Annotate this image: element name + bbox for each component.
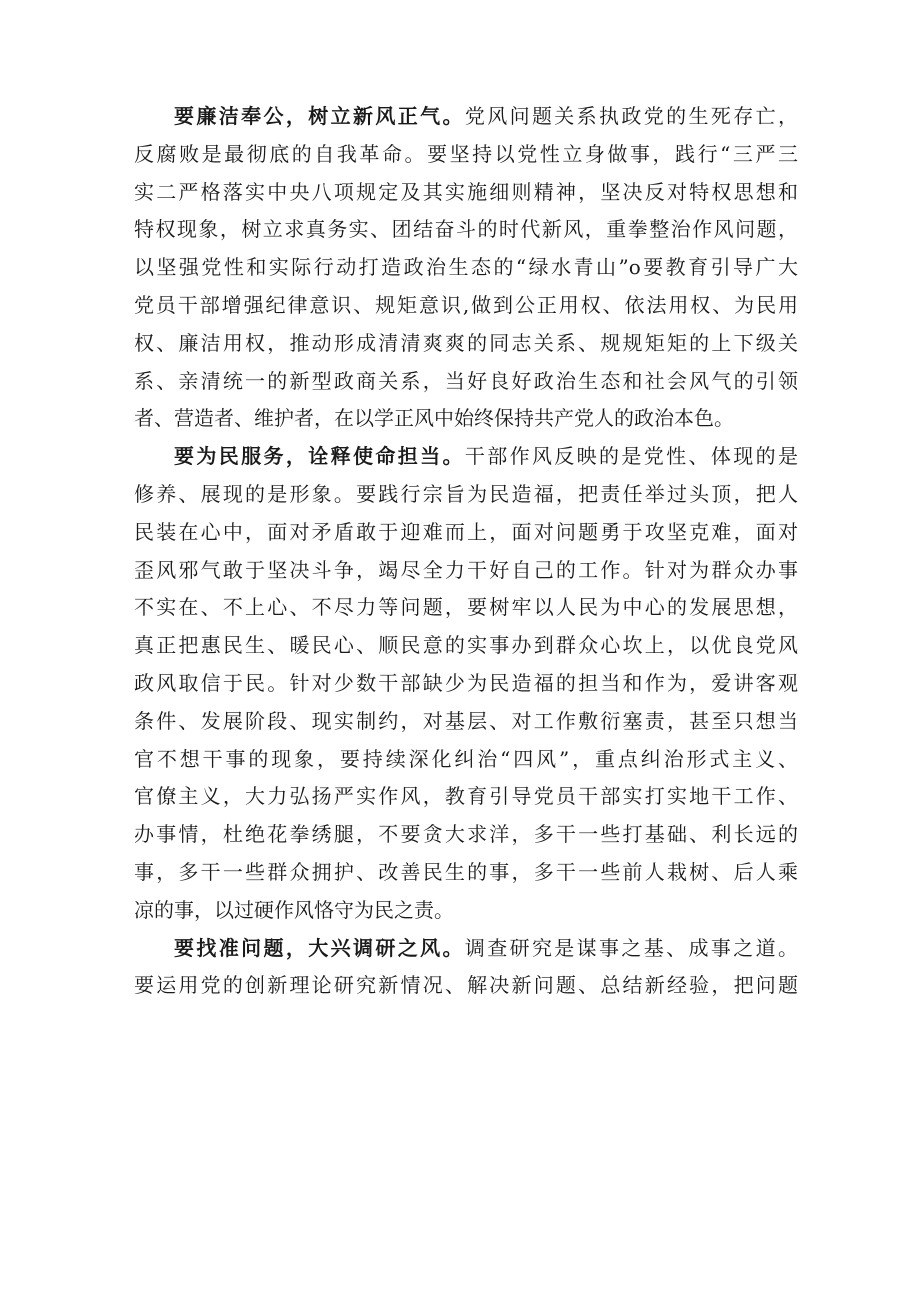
paragraph-first-line bbox=[134, 930, 798, 968]
text-line: 办事情，杜绝花拳绣腿，不要贪大求洋，多干一些打基础、利长远的 bbox=[134, 822, 798, 847]
text-line: 权、廉洁用权，推动形成清清爽爽的同志关系、规规矩矩的上下级关 bbox=[134, 330, 798, 355]
paragraph-heading: 要廉洁奉公，树立新风正气。 bbox=[174, 104, 465, 128]
text-line: 系、亲清统一的新型政商关系，当好良好政治生态和社会风气的引领 bbox=[134, 368, 798, 393]
text-line: 凉的事，以过硬作风恪守为民之责。 bbox=[134, 897, 454, 922]
paragraph-heading: 要找准问题，大兴调研之风。 bbox=[174, 935, 465, 960]
text-line: 党风问题关系执政党的生死存亡， bbox=[464, 104, 799, 128]
text-line: 实二严格落实中央八项规定及其实施细则精神，坚决反对特权思想和 bbox=[134, 179, 798, 204]
paragraph-first-line bbox=[134, 438, 798, 476]
paragraph-first-line bbox=[134, 98, 798, 136]
text-line: 修养、展现的是形象。要践行宗旨为民造福，把责任举过头顶，把人 bbox=[134, 481, 798, 506]
text-line: 特权现象，树立求真务实、团结奋斗的时代新风，重拳整治作风问题， bbox=[134, 217, 798, 242]
text-line: 干部作风反映的是党性、体现的是 bbox=[464, 444, 799, 469]
text-line: 政风取信于民。针对少数干部缺少为民造福的担当和作为，爱讲客观 bbox=[134, 670, 798, 695]
text-line: 要运用党的创新理论研究新情况、解决新问题、总结新经验，把问题 bbox=[134, 973, 798, 998]
paragraph-serve-people bbox=[134, 438, 798, 929]
text-line: 条件、发展阶段、现实制约，对基层、对工作敷衍塞责，甚至只想当 bbox=[134, 708, 798, 733]
text-line: 真正把惠民生、暖民心、顺民意的实事办到群众心坎上，以优良党风 bbox=[134, 633, 798, 658]
text-line: 调查研究是谋事之基、成事之道。 bbox=[464, 935, 799, 960]
text-line: 以坚强党性和实际行动打造政治生态的“绿水青山”o要教育引导广大 bbox=[134, 255, 798, 280]
text-line: 事，多干一些群众拥护、改善民生的事，多干一些前人栽树、后人乘 bbox=[134, 859, 798, 884]
paragraph-research bbox=[134, 930, 798, 1006]
text-line: 歪风邪气敢于坚决斗争，竭尽全力干好自己的工作。针对为群众办事 bbox=[134, 557, 798, 582]
paragraph-integrity bbox=[134, 98, 798, 438]
paragraph-heading: 要为民服务，诠释使命担当。 bbox=[174, 444, 465, 469]
text-line: 反腐败是最彻底的自我革命。要坚持以党性立身做事，践行“三严三 bbox=[134, 141, 798, 166]
text-line: 者、营造者、维护者，在以学正风中始终保持共产党人的政治本色。 bbox=[134, 406, 734, 431]
text-line: 不实在、不上心、不尽力等问题，要树牢以人民为中心的发展思想， bbox=[134, 595, 798, 620]
text-line: 官僚主义，大力弘扬严实作风，教育引导党员干部实打实地干工作、 bbox=[134, 784, 798, 809]
document-body bbox=[134, 98, 798, 1005]
text-line: 党员干部增强纪律意识、规矩意识,做到公正用权、依法用权、为民用 bbox=[134, 292, 798, 317]
text-line: 官不想干事的现象，要持续深化纠治“四风”，重点纠治形式主义、 bbox=[134, 746, 798, 771]
text-line: 民装在心中，面对矛盾敢于迎难而上，面对问题勇于攻坚克难，面对 bbox=[134, 519, 798, 544]
